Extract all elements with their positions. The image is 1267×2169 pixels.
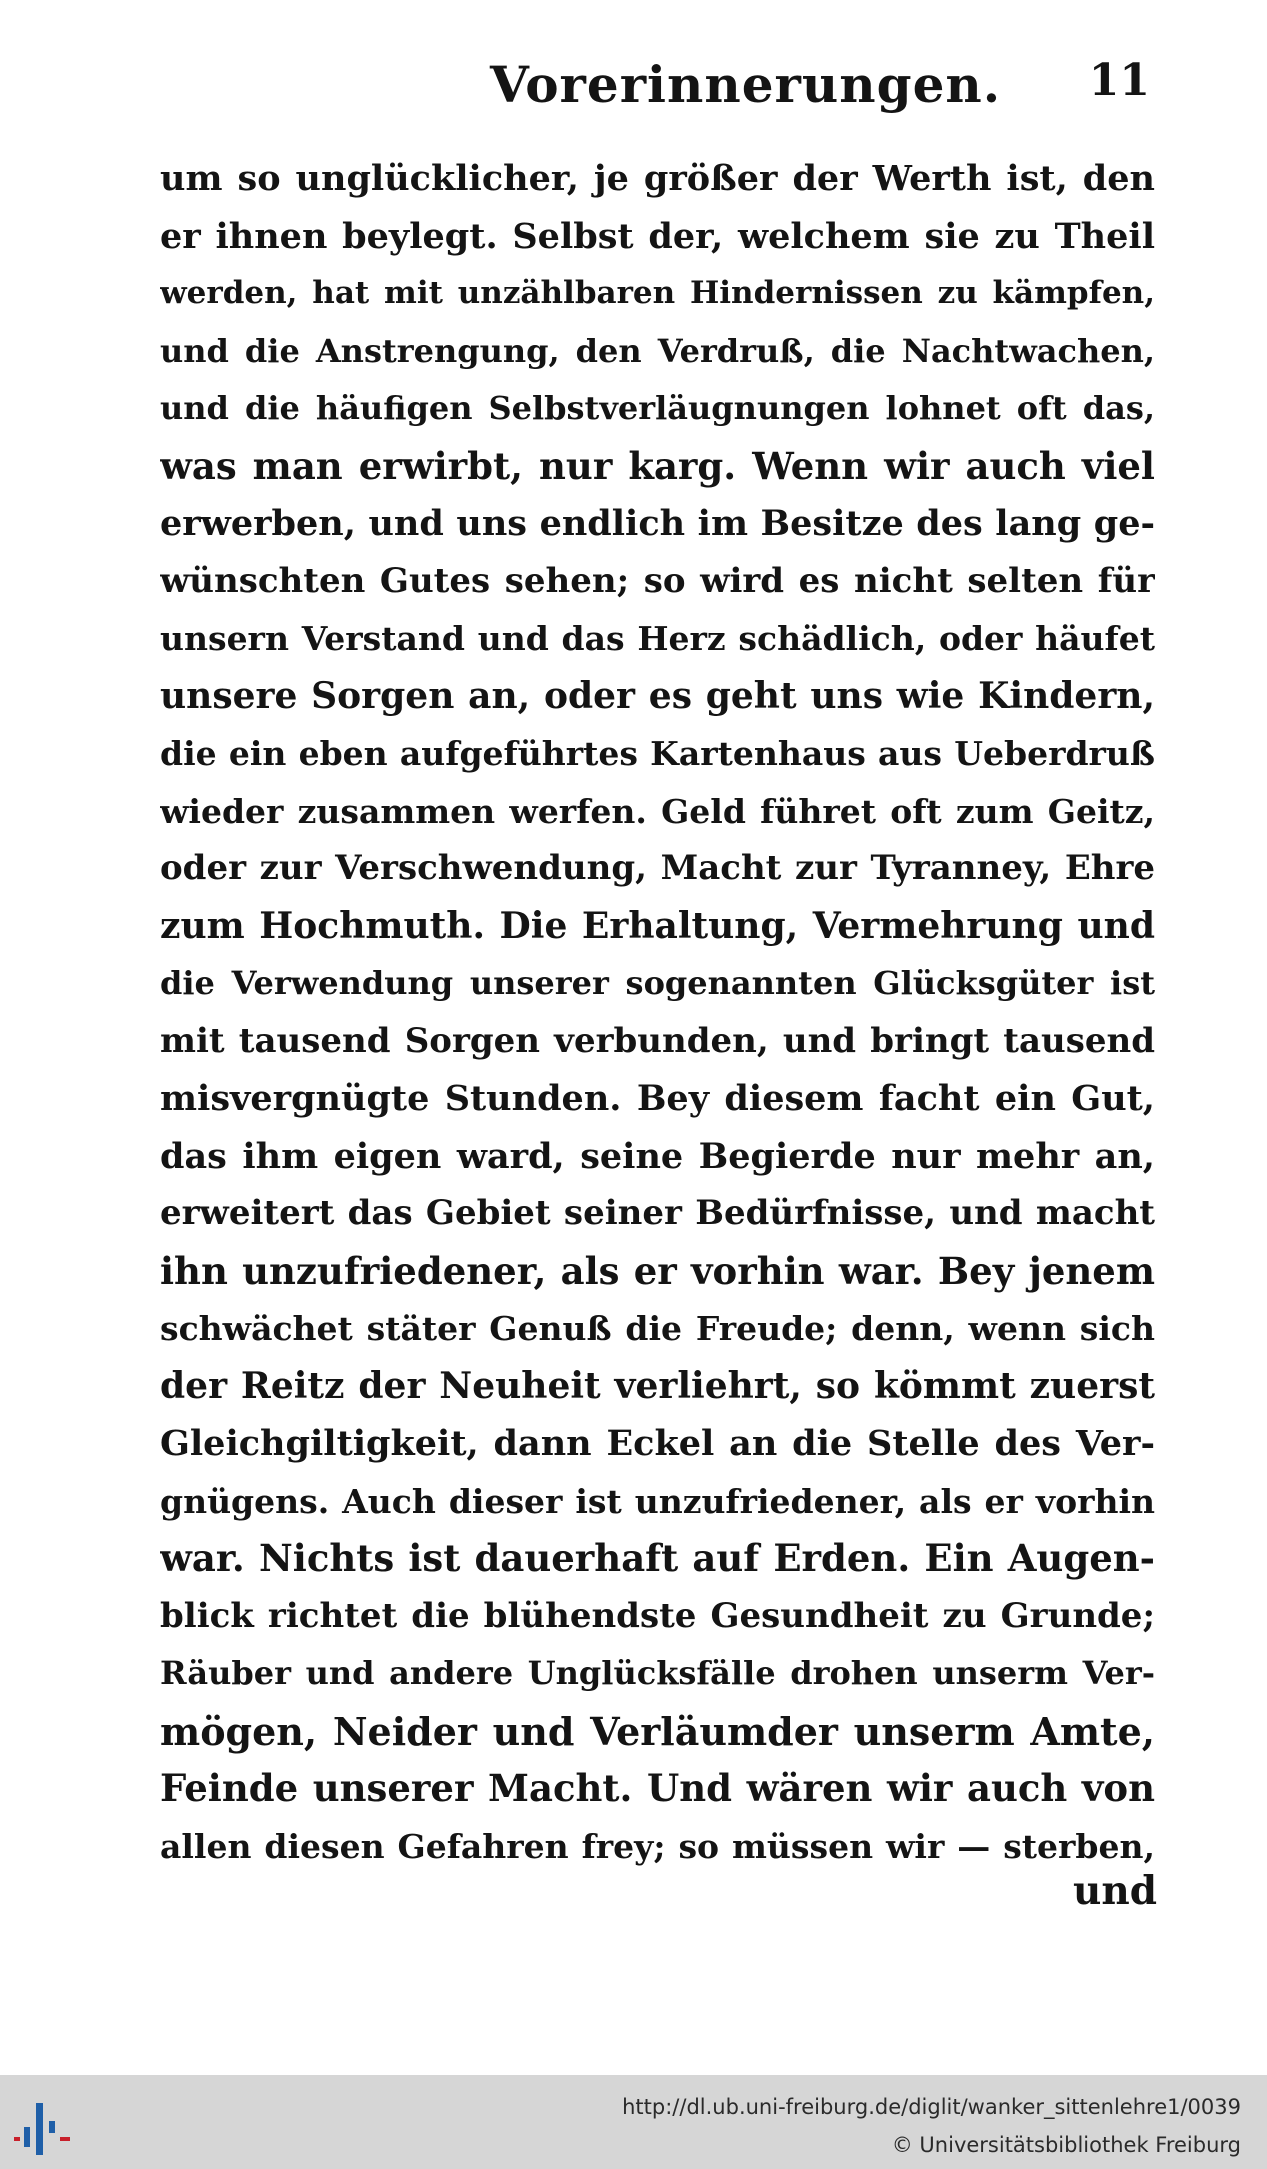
text-line: oder zur Verschwendung, Macht zur Tyranney, Ehre bbox=[160, 848, 1155, 888]
text-line: war. Nichts ist dauerhaft auf Erden. Ein Augen- bbox=[160, 1536, 1155, 1580]
text-line: was man erwirbt, nur karg. Wenn wir auch viel bbox=[160, 443, 1155, 488]
running-title: Vorerinnerungen. bbox=[490, 55, 1002, 114]
text-line: und die häufigen Selbstverläugnungen lohnet oft das, bbox=[160, 389, 1155, 427]
text-line: ihn unzufriedener, als er vorhin war. Bey jenem bbox=[160, 1248, 1155, 1293]
source-url-link[interactable]: http://dl.ub.uni-freiburg.de/diglit/wanker_sittenlehre1/0039 bbox=[622, 2095, 1241, 2119]
text-line: unsere Sorgen an, oder es geht uns wie Kindern, bbox=[160, 674, 1155, 717]
copyright-notice: © Universitätsbibliothek Freiburg bbox=[891, 2133, 1241, 2157]
text-line: wünschten Gutes sehen; so wird es nicht selten für bbox=[160, 560, 1155, 601]
text-line: erweitert das Gebiet seiner Bedürfnisse, und macht bbox=[160, 1193, 1155, 1233]
text-line: er ihnen beylegt. Selbst der, welchem sie zu Theil bbox=[160, 215, 1155, 257]
text-line: der Reitz der Neuheit verliehrt, so kömmt zuerst bbox=[160, 1364, 1155, 1407]
text-line: Gleichgiltigkeit, dann Eckel an die Stelle des Ver- bbox=[160, 1423, 1155, 1464]
ub-freiburg-logo-icon bbox=[12, 2097, 76, 2161]
text-line: misvergnügte Stunden. Bey diesem facht ein Gut, bbox=[160, 1078, 1155, 1119]
text-line: allen diesen Gefahren frey; so müssen wir — sterben, bbox=[160, 1826, 1155, 1866]
text-line: das ihm eigen ward, seine Begierde nur mehr an, bbox=[160, 1135, 1155, 1177]
text-line: mögen, Neider und Verläumder unserm Amte, bbox=[160, 1708, 1155, 1754]
text-line: und die Anstrengung, den Verdruß, die Nachtwachen, bbox=[160, 331, 1155, 370]
catchword: und bbox=[1073, 1868, 1157, 1914]
body-text bbox=[160, 150, 1155, 1875]
text-line: gnügens. Auch dieser ist unzufriedener, als er vorhin bbox=[160, 1481, 1155, 1521]
page-header bbox=[160, 55, 1150, 125]
text-line: unsern Verstand und das Herz schädlich, oder häufet bbox=[160, 619, 1155, 658]
text-line: zum Hochmuth. Die Erhaltung, Vermehrung und bbox=[160, 904, 1155, 947]
page-number: 11 bbox=[1088, 55, 1150, 106]
footer-bar bbox=[0, 2075, 1267, 2169]
text-line: Räuber und andere Unglücksfälle drohen unserm Ver- bbox=[160, 1654, 1155, 1692]
text-line: Feinde unserer Macht. Und wären wir auch von bbox=[160, 1766, 1155, 1810]
text-line: mit tausend Sorgen verbunden, und bringt tausend bbox=[160, 1020, 1155, 1061]
text-line: blick richtet die blühendste Gesundheit zu Grunde; bbox=[160, 1595, 1155, 1636]
text-line: die Verwendung unserer sogenannten Glücksgüter ist bbox=[160, 964, 1155, 1002]
text-line: um so unglücklicher, je größer der Werth ist, den bbox=[160, 158, 1155, 199]
text-line: werden, hat mit unzählbaren Hindernissen zu kämpfen, bbox=[160, 275, 1155, 311]
text-line: schwächet stäter Genuß die Freude; denn, wenn sich bbox=[160, 1309, 1155, 1348]
text-line: erwerben, und uns endlich im Besitze des lang ge- bbox=[160, 503, 1155, 544]
text-line: wieder zusammen werfen. Geld führet oft zum Geitz, bbox=[160, 791, 1155, 831]
text-line: die ein eben aufgeführtes Kartenhaus aus Ueberdruß bbox=[160, 734, 1155, 773]
